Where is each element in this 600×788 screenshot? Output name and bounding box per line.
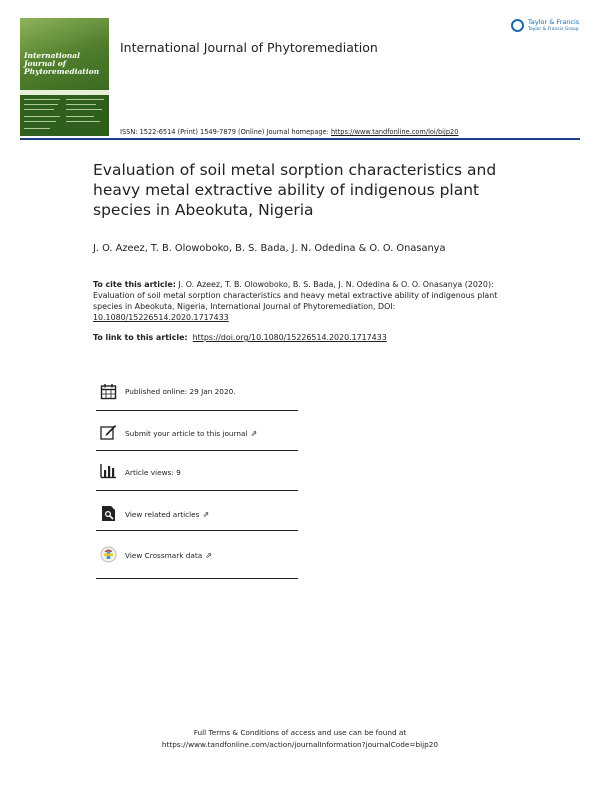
crossmark-label: View Crossmark data ⇗ [125,551,212,560]
article-views-row [96,455,298,491]
edit-icon [100,423,117,440]
published-online-label: Published online: 29 Jan 2020. [125,387,236,396]
external-link-icon: ⇗ [250,429,258,438]
article-views-label: Article views: 9 [125,468,181,477]
citation-block [93,279,513,323]
published-online-row [96,375,298,411]
cover-title: International Journal of Phytoremediation [24,51,100,76]
external-link-icon: ⇗ [202,510,210,519]
issn-text: ISSN: 1522-6514 (Print) 1549-7879 (Online) Journal homepage: [120,128,331,136]
article-authors: J. O. Azeez, T. B. Olowoboko, B. S. Bada, J. N. Odedina & O. O. Onasanya [93,243,446,254]
issn-line [120,128,458,136]
related-articles-label: View related articles ⇗ [125,510,210,519]
footer-terms-link[interactable]: https://www.tandfonline.com/action/journalInformation?journalCode=bijp20 [161,740,439,749]
article-doi-link[interactable]: https://doi.org/10.1080/15226514.2020.1717433 [192,333,387,342]
submit-article-row[interactable] [96,415,298,451]
crossmark-icon [100,546,117,563]
footer-terms-text: Full Terms & Conditions of access and use can be found at [193,728,407,737]
search-document-icon [100,505,117,522]
journal-name: International Journal of Phytoremediation [120,40,378,55]
bar-chart-icon [100,462,117,479]
link-label: To link to this article: [93,333,188,342]
journal-cover-image [20,18,109,136]
crossmark-row[interactable] [96,543,298,579]
related-articles-row[interactable] [96,495,298,531]
header-divider [20,138,580,140]
calendar-icon [100,383,117,400]
logo-subtitle: Taylor & Francis Group [528,27,579,32]
cite-doi-link[interactable]: 10.1080/15226514.2020.1717433 [93,313,229,322]
taylor-francis-logo-icon [511,19,524,32]
submit-article-label: Submit your article to this journal ⇗ [125,429,258,438]
cite-label: To cite this article: [93,280,176,289]
external-link-icon: ⇗ [205,551,212,560]
taylor-francis-logo[interactable] [511,18,587,38]
cite-text: J. O. Azeez, T. B. Olowoboko, B. S. Bada, J. N. Odedina & O. O. Onasanya (2020): Evaluation of soil metal sorption characteristics and heavy metal extractive ability of indigenous plant species in Abeokuta, Nigeria, International Journal of Phytoremediation, DOI: [93,280,498,311]
journal-homepage-link[interactable]: https://www.tandfonline.com/loi/bijp20 [330,128,459,136]
article-link-line [93,333,387,342]
article-title: Evaluation of soil metal sorption characteristics and heavy metal extractive ability of indigenous plant species in Abeokuta, Nigeria [93,161,497,219]
logo-name: Taylor & Francis [528,18,580,26]
